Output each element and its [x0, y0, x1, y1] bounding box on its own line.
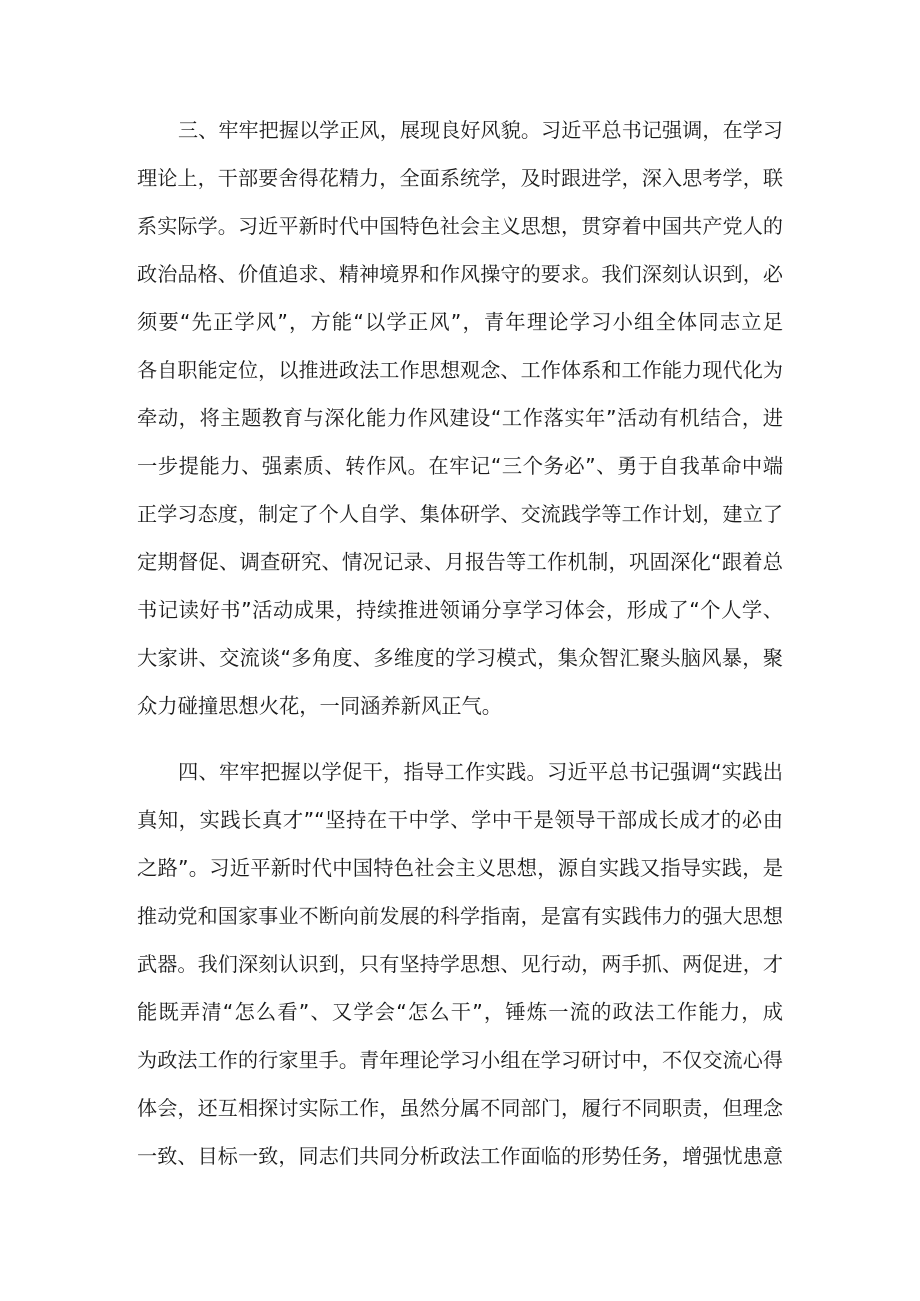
- text-line: 真知，实践长真才”“坚持在干中学、学中干是领导干部成长成才的必由: [137, 808, 783, 832]
- text-line: 体会，还互相探讨实际工作，虽然分属不同部门，履行不同职责，但理念: [137, 1096, 783, 1120]
- text-line: 系实际学。习近平新时代中国特色社会主义思想，贯穿着中国共产党人的: [137, 214, 783, 238]
- text-line: 众力碰撞思想火花，一同涵养新风正气。: [137, 694, 503, 718]
- text-line: 为政法工作的行家里手。青年理论学习小组在学习研讨中，不仅交流心得: [137, 1048, 783, 1072]
- text-line: 一步提能力、强素质、转作风。在牢记“三个务必”、勇于自我革命中端: [137, 454, 783, 478]
- text-line: 一致、目标一致，同志们共同分析政法工作面临的形势任务，增强忧患意: [137, 1144, 783, 1168]
- text-line: 政治品格、价值追求、精神境界和作风操守的要求。我们深刻认识到，必: [137, 262, 783, 286]
- text-line: 推动党和国家事业不断向前发展的科学指南，是富有实践伟力的强大思想: [137, 904, 783, 928]
- text-line: 理论上，干部要舍得花精力，全面系统学，及时跟进学，深入思考学，联: [137, 166, 783, 190]
- text-line: 书记读好书”活动成果，持续推进领诵分享学习体会，形成了“个人学、: [137, 598, 783, 622]
- text-line: 能既弄清“怎么看”、又学会“怎么干”，锤炼一流的政法工作能力，成: [137, 1000, 783, 1024]
- text-line: 武器。我们深刻认识到，只有坚持学思想、见行动，两手抓、两促进，才: [137, 952, 783, 976]
- text-line: 三、牢牢把握以学正风，展现良好风貌。习近平总书记强调，在学习: [178, 118, 783, 142]
- text-line: 牵动，将主题教育与深化能力作风建设“工作落实年”活动有机结合，进: [137, 406, 783, 430]
- text-line: 各自职能定位，以推进政法工作思想观念、工作体系和工作能力现代化为: [137, 358, 783, 382]
- text-line: 大家讲、交流谈“多角度、多维度的学习模式，集众智汇聚头脑风暴，聚: [137, 646, 783, 670]
- text-line: 四、牢牢把握以学促干，指导工作实践。习近平总书记强调“实践出: [178, 760, 783, 784]
- text-line: 须要“先正学风”，方能“以学正风”，青年理论学习小组全体同志立足: [137, 310, 783, 334]
- text-line: 正学习态度，制定了个人自学、集体研学、交流践学等工作计划，建立了: [137, 502, 783, 526]
- text-line: 定期督促、调查研究、情况记录、月报告等工作机制，巩固深化“跟着总: [137, 550, 783, 574]
- text-line: 之路”。习近平新时代中国特色社会主义思想，源自实践又指导实践，是: [137, 856, 783, 880]
